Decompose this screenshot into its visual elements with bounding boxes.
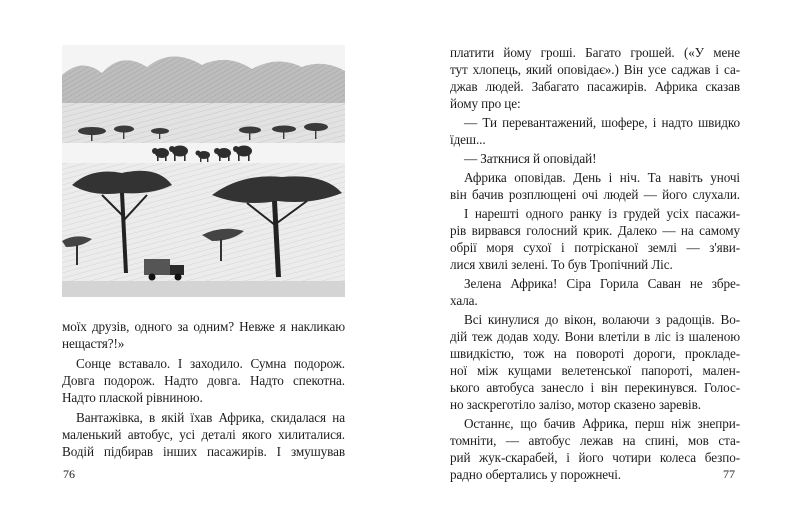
text-line: рів вирвався голосний крик. Далеко — на самому: [450, 223, 740, 238]
text-line: І нарешті одного ранку із грудей усіх пасажи-: [464, 206, 740, 221]
text-line: дій теж додав ходу. Вони влетіли в ліс із шаленою: [450, 329, 740, 344]
text-line: но заскреготіло залізо, мотор сказено заревів.: [450, 397, 701, 412]
text-line: ної між кущами велетенської папороті, мален-: [450, 363, 740, 378]
page-number: 77: [723, 467, 735, 481]
text-line: Водій підбирав інших пасажирів. І змушував: [62, 444, 345, 459]
text-line: — Заткнися й оповідай!: [464, 151, 597, 166]
text-line: нещастя?!»: [62, 336, 125, 351]
page-number: 76: [63, 467, 75, 481]
text-line: Африка оповідав. День і ніч. Та навіть уночі: [464, 170, 740, 185]
text-line: Вантажівка, в якій їхав Африка, скидалася на: [76, 410, 345, 425]
text-line: тут хлопець, який оповідає».) Він усе саджав і са-: [450, 62, 740, 77]
text-line: він бачив розплющені очі людей — його слухали.: [450, 187, 740, 202]
text-line: Надто плаской рівниною.: [62, 390, 203, 405]
savanna-illustration: [62, 45, 345, 297]
text-line: Довга подорож. Надто довга. Надто спекотна.: [62, 373, 345, 388]
text-line: Останнє, що бачив Африка, перш ніж знепри-: [464, 416, 740, 431]
text-line: Зелена Африка! Сіра Горила Саван не збре-: [464, 276, 740, 291]
text-line: швидкістю, тож на повороті дороги, прокладе-: [450, 346, 740, 361]
text-line: хала.: [450, 293, 478, 308]
text-line: — Ти перевантажений, шоферe, і надто швидко: [464, 115, 740, 130]
text-line: радно обертались у порожнечі.: [450, 467, 621, 482]
text-line: томніти, — автобус лежав на спині, мов ста-: [450, 433, 740, 448]
text-line: рий жук-скарабей, і його чотири колеса безпо-: [450, 450, 740, 465]
text-line: обрії моря сухої і потрісканої землі — з'яви-: [450, 240, 740, 255]
text-line: джав людей. Забагато пасажирів. Африка сказав: [450, 79, 740, 94]
text-line: їдеш...: [450, 132, 486, 147]
text-line: лися хвилі зелені. То був Тропічний Ліс.: [450, 257, 673, 272]
text-line: ького автобуса занесло і він перекинувся. Голос-: [450, 380, 740, 395]
text-line: маленький автобус, усі деталі якого хилиталися.: [62, 427, 345, 442]
text-line: платити йому гроші. Багато грошей. («У мене: [450, 45, 740, 60]
text-line: йому про це:: [450, 96, 521, 111]
right-page: [400, 0, 800, 511]
text-line: Сонце вставало. І заходило. Сумна подорож.: [76, 356, 345, 371]
text-line: Всі кинулися до вікон, волаючи з радощів. Во-: [464, 312, 740, 327]
text-line: моїх друзів, одного за одним? Невже я накликаю: [62, 319, 345, 334]
